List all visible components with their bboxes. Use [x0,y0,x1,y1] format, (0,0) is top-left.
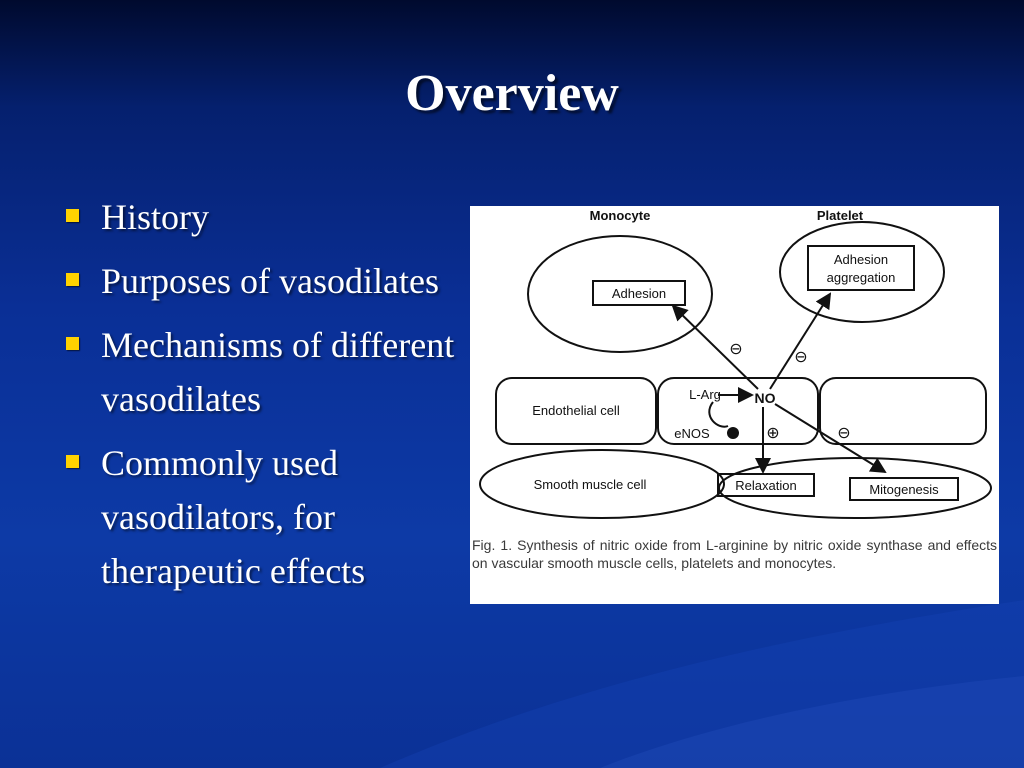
bullet-item-commonly-used [62,436,462,598]
adhesion-aggregation-label-2: aggregation [826,270,896,285]
smooth-muscle-cell-label: Smooth muscle cell [533,477,647,492]
relaxation-label: Relaxation [735,478,797,493]
no-to-platelet-arrow [770,294,830,389]
bullet-text: Mechanisms of different vasodilates [101,325,455,419]
endothelial-cell-label: Endothelial cell [532,403,620,418]
bullet-item-purposes [62,254,462,308]
monocyte-label: Monocyte [589,208,651,223]
enos-dot-icon [727,427,739,439]
adhesion-label: Adhesion [611,286,667,301]
mitogenesis-label: Mitogenesis [869,482,939,497]
platelet-label: Platelet [816,208,864,223]
square-bullet-icon [66,337,79,350]
nitric-oxide-figure [470,206,999,604]
plus-sign-relaxation-icon: ⊕ [766,425,780,442]
no-synthesis-diagram [470,206,999,536]
minus-sign-monocyte-icon: ⊖ [729,341,743,358]
enos-curve-arrow [709,402,728,427]
square-bullet-icon [66,209,79,222]
minus-sign-platelet-icon: ⊖ [794,349,808,366]
no-label: NO [754,390,776,406]
slide-title: Overview [405,65,619,122]
bullet-item-mechanisms [62,318,462,426]
adhesion-aggregation-label-1: Adhesion [833,252,889,267]
bullet-text: Purposes of vasodilates [101,261,439,301]
bullet-item-history [62,190,462,244]
bullet-text: History [101,197,209,237]
minus-sign-mitogenesis-icon: ⊖ [837,425,851,442]
square-bullet-icon [66,273,79,286]
bullet-text: Commonly used vasodilators, for therapeutic effects [101,443,366,591]
square-bullet-icon [66,455,79,468]
no-to-adhesion-arrow [673,306,758,389]
l-arg-label: L-Arg [689,387,721,402]
figure-caption: Fig. 1. Synthesis of nitric oxide from L-arginine by nitric oxide synthase and effects on vascular smooth muscle cells, platelets and monocytes. [472,537,997,571]
bullet-list [62,190,462,608]
enos-label: eNOS [674,426,710,441]
